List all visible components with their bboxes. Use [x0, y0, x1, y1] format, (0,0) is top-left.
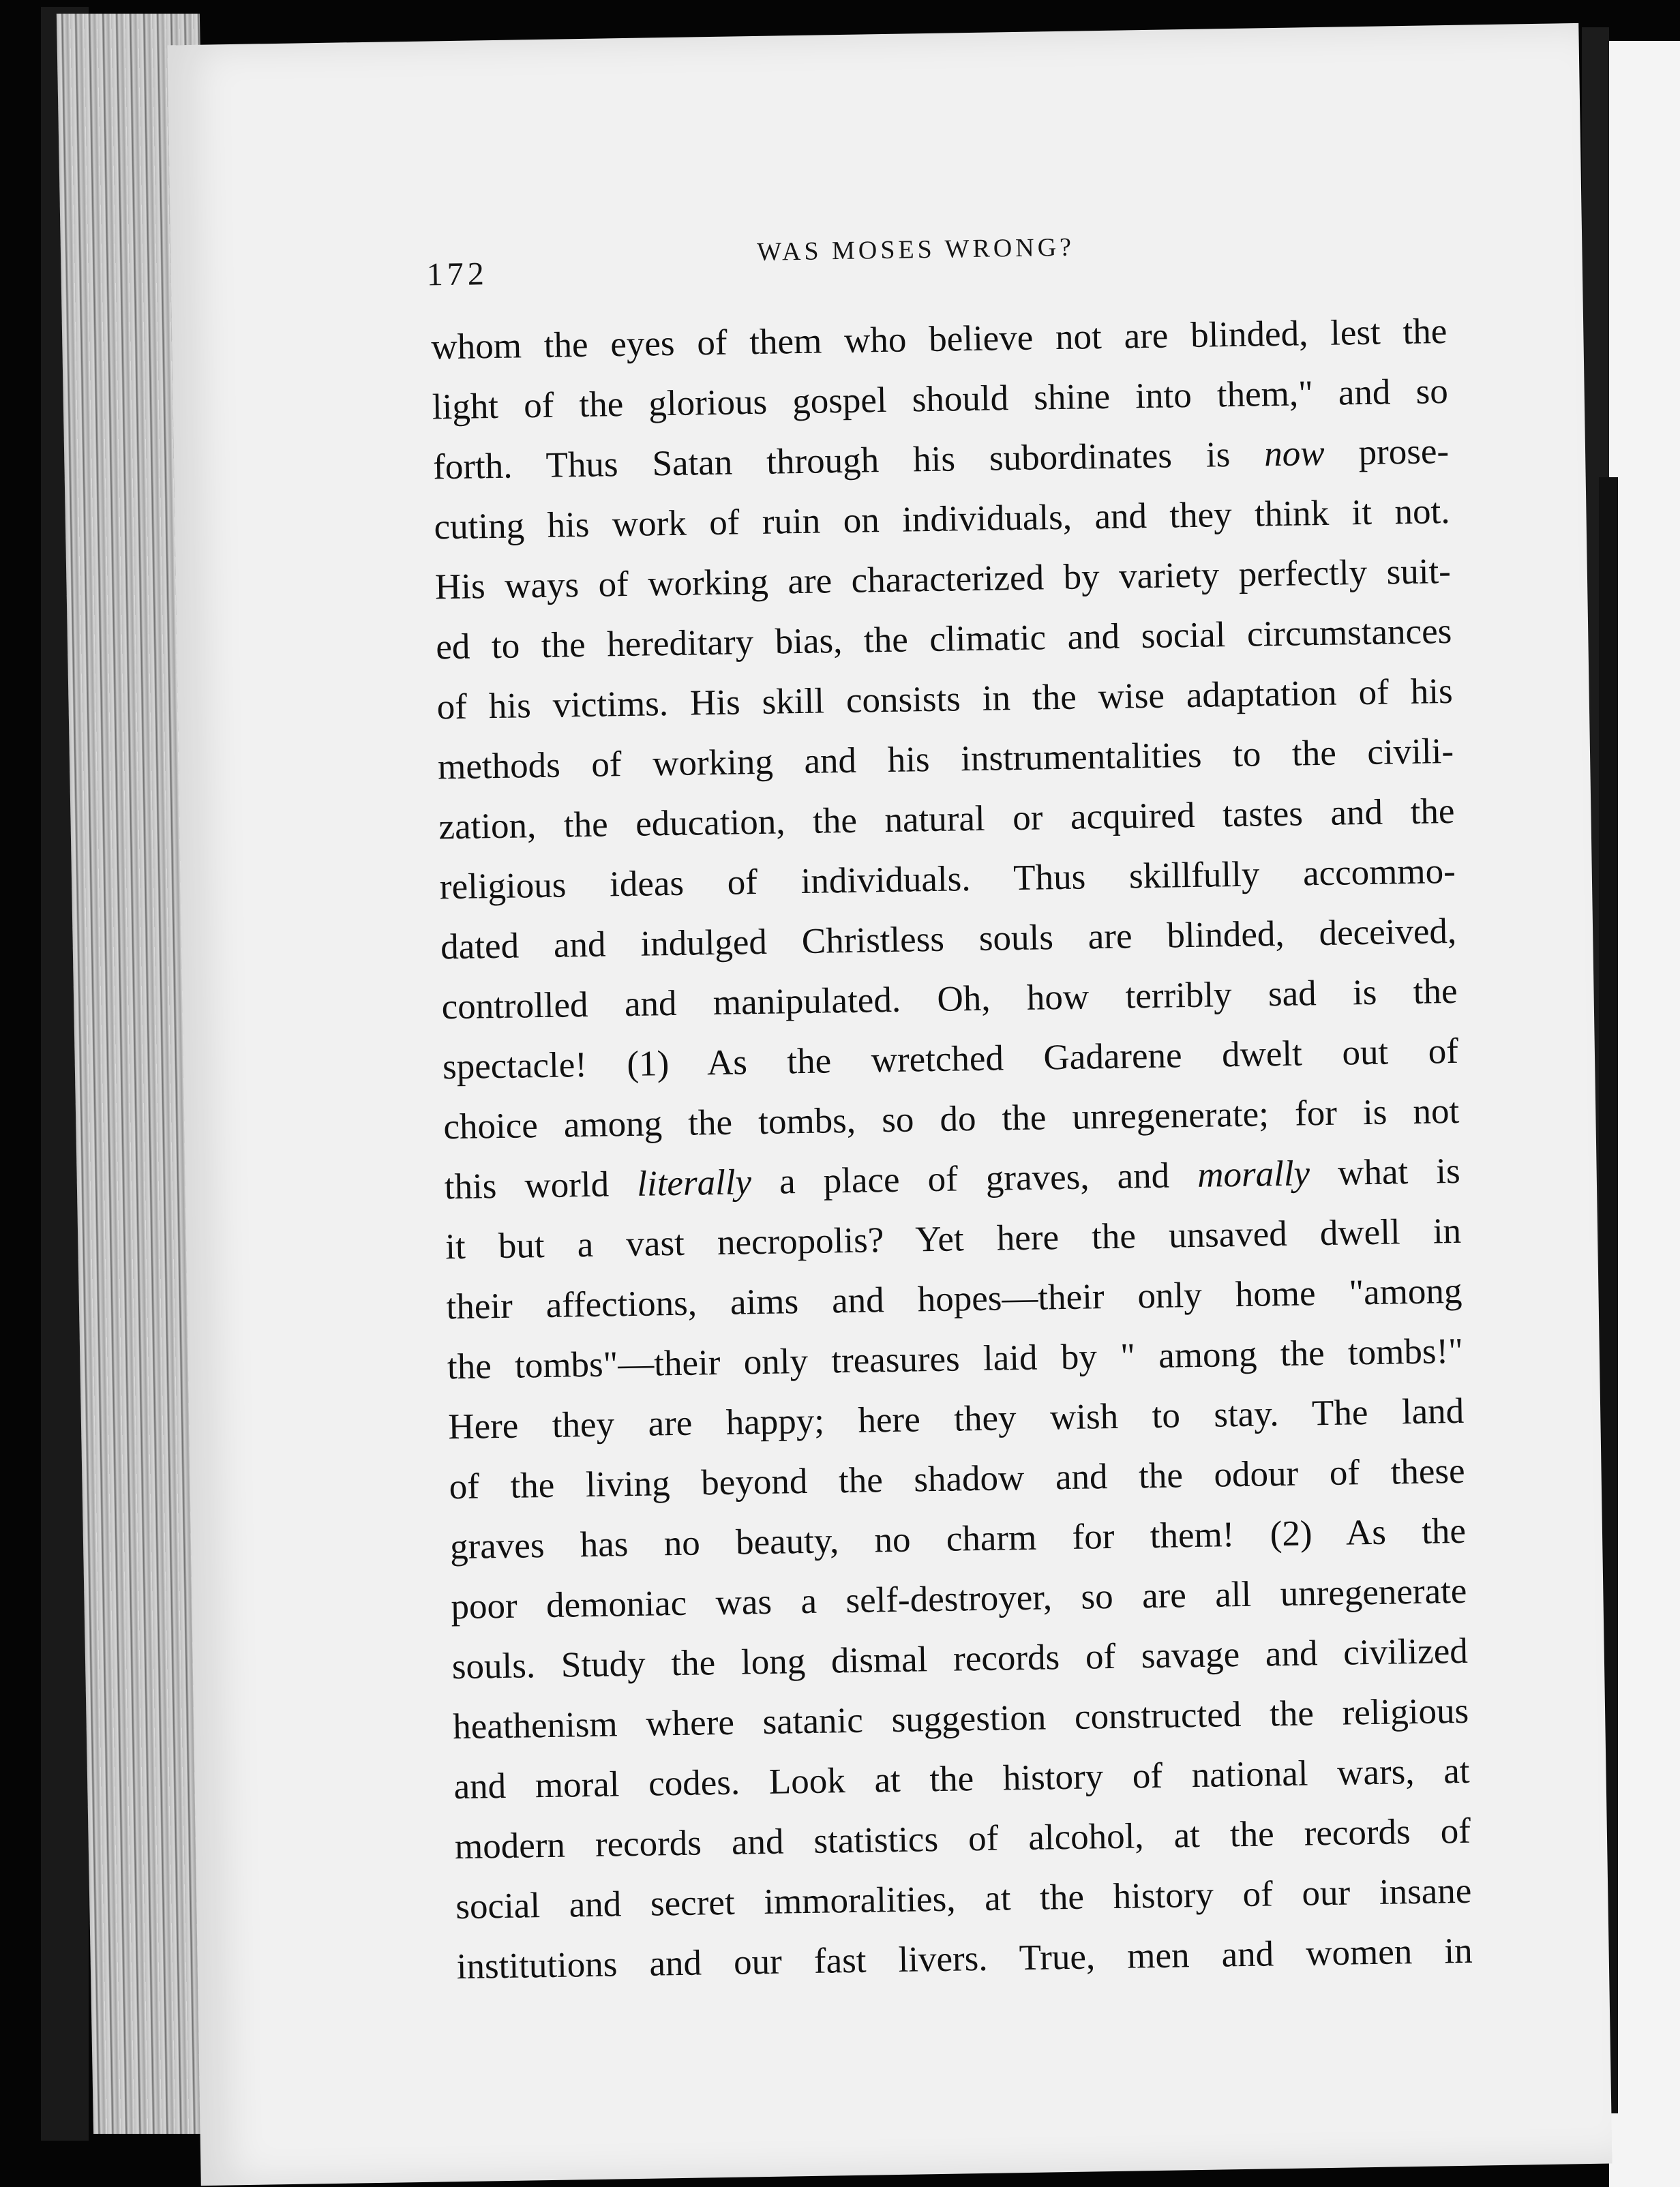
text-line: graves has no beauty, no charm for them! (2) As the [449, 1511, 1467, 1567]
facing-page-edge [1609, 41, 1680, 2187]
page-header [170, 224, 1582, 301]
text-line: their affections, aims and hopes—their only home "among [446, 1271, 1462, 1327]
text-line: religious ideas of individuals. Thus skillfully accommo- [439, 851, 1456, 907]
text-line: cuting his work of ruin on individuals, and they think it not. [434, 491, 1450, 547]
text-line: zation, the education, the natural or acquired tastes and the [438, 791, 1455, 847]
page-number: 172 [426, 256, 489, 293]
text-line: methods of working and his instrumentalities to the civili- [437, 731, 1454, 787]
text-line: it but a vast necropolis? Yet here the unsaved dwell in [445, 1211, 1462, 1267]
text-line: souls. Study the long dismal records of savage and civilized [451, 1631, 1469, 1687]
text-line: dated and indulged Christless souls are blinded, deceived, [440, 911, 1457, 967]
text-line: controlled and manipulated. Oh, how terribly sad is the [441, 971, 1458, 1027]
text-line: modern records and statistics of alcohol, at the records of [454, 1811, 1471, 1867]
text-line: and moral codes. Look at the history of national wars, at [453, 1751, 1470, 1807]
text-line: heathenism where satanic suggestion constructed the religious [452, 1691, 1469, 1747]
text-line: light of the glorious gospel should shine into them," and so [432, 372, 1449, 427]
text-line: this world literally a place of graves, and morally what is [444, 1151, 1461, 1207]
body-text [431, 301, 1473, 1997]
book-page [167, 23, 1612, 2186]
text-line: institutions and our fast livers. True, men and women in [456, 1931, 1473, 1987]
text-line: social and secret immoralities, at the history of our insane [455, 1871, 1472, 1927]
text-line: the tombs"—their only treasures laid by " among the tombs!" [447, 1331, 1464, 1387]
text-line: poor demoniac was a self-destroyer, so are all unregenerate [451, 1571, 1467, 1627]
text-line: of the living beyond the shadow and the odour of these [449, 1451, 1466, 1507]
text-line: whom the eyes of them who believe not are blinded, lest the [431, 312, 1448, 367]
text-line: ed to the hereditary bias, the climatic and social circumstances [435, 611, 1452, 667]
text-line: of his victims. His skill consists in the wise adaptation of his [436, 671, 1454, 727]
text-line: forth. Thus Satan through his subordinates is now prose- [432, 432, 1450, 487]
text-line: His ways of working are characterized by variety perfectly suit- [434, 551, 1452, 607]
running-head: WAS MOSES WRONG? [757, 232, 1075, 267]
text-line: spectacle! (1) As the wretched Gadarene dwelt out of [442, 1031, 1459, 1087]
text-line: choice among the tombs, so do the unregenerate; for is not [442, 1091, 1460, 1147]
text-line: Here they are happy; here they wish to stay. The land [447, 1391, 1465, 1447]
